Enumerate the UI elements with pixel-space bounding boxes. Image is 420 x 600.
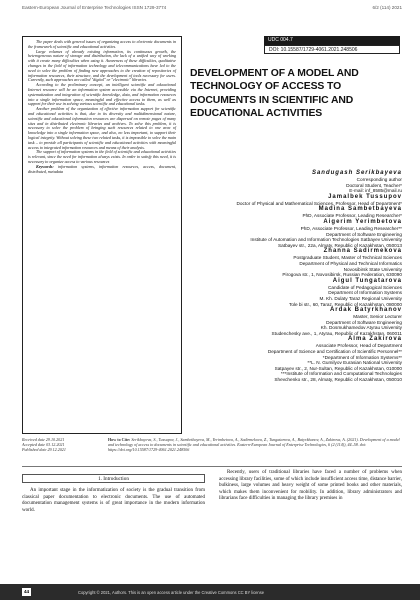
author-affiliation-line: PhD, Associate Professor, Leading Researcher*: [302, 213, 402, 219]
journal-header: [0, 0, 420, 14]
author-affiliation-line: Candidate of Pedagogical Sciences: [327, 284, 402, 290]
author-affiliation-line: Department of Information Systems: [328, 290, 402, 296]
paper-title: DEVELOPMENT OF A MODEL AND TECHNOLOGY OF ACCESS TO DOCUMENTS IN SCIENTIFIC AND EDUCATIONAL ACTIVITIES: [190, 68, 359, 120]
author-affiliation-line[interactable]: E-mail: inf_8585@mail.ru: [349, 188, 402, 194]
citation: [108, 437, 402, 452]
abstract-paragraph: Another problem of the organization of effective information support for scientific and educational activities is that, due to its diversity and multidimensional nature, scientific and educational information resources are dispersed on remote pages of many sites and in distributed electronic libraries and archives. To solve this problem, it is necessary to solve the problem of bringing such resources related to one area of knowledge into a single information space, and also, no less important, to support their logical integrity. Without solving these two related tasks, it is impossible to solve the main task – to provide all participants of scientific and educational activities with meaningful access to integrated information resources and means of their analysis.: [28, 106, 176, 150]
citation-text[interactable]: Serikbayeva, S., Tussupov, J., Sambetbayeva, M., Yerimbetova, A., Sadirmekova, Z., Tungatarova, A., Batyrkhanov, A., Zakirova, A. (2021). Development of a model and technology of access to documents in scientific and educational activities. Eastern-European Journal of Enterprise Technologies, 6 (2 (114)), 44–58. doi: https://doi.org/10.15587/1729-4061.2021.248506: [108, 437, 400, 452]
keywords-label: Keywords:: [36, 163, 54, 169]
author-name: Sandugash Serikbayeva: [311, 170, 402, 176]
author-affiliation-line: Kh. Dosmukhamedov Atyrau University: [320, 325, 402, 331]
abstract-paragraph: The support of information systems in the field of scientific and educational activities is relevant, since the need for information always exists. In order to satisfy this need, it is necessary to organize access to various resources: [28, 149, 176, 164]
author-affiliation-line: Department of Physical and Technical Informatics: [299, 260, 402, 266]
accepted-date: Accepted date 03.12.2021: [22, 442, 65, 447]
page-number: 44: [23, 589, 30, 594]
author-affiliation-line: Postgraduate Student, Master of Technical Sciences: [293, 255, 402, 261]
author-name: Aigul Tungatarova: [332, 277, 402, 284]
author-affiliation-line: Satbayev str., 22a, Almaty, Republic of Kazakhstan, 050013: [278, 242, 402, 248]
page-footer: [0, 584, 420, 600]
author-affiliation-line: Corresponding author: [356, 177, 402, 182]
author-affiliation-line: Shevchenko str., 28, Almaty, Republic of Kazakhstan, 050010: [274, 377, 402, 383]
keywords-text: information systems, information resources, access, document, distributed, metadata: [28, 163, 176, 174]
license-text[interactable]: Copyright © 2021, Authors. This is an open access article under the Creative Commons CC BY license: [78, 589, 265, 595]
author-list: [190, 170, 402, 383]
author-affiliation-line: Department of Software Engineering: [326, 231, 402, 237]
author-affiliation-line: Department of Software Engineering: [326, 319, 402, 325]
author-name: Alma Zakirova: [347, 336, 402, 343]
author-name: Ardak Batyrkhanov: [329, 307, 402, 314]
abstract-box: [22, 36, 182, 434]
author-affiliation-line: *Department of Information Systems**: [322, 354, 402, 360]
abstract-paragraph: Large volumes of already existing information, its continuous growth, the heterogeneous nature of storage and distribution, the lack of a unified way of working with it create many difficulties when using it. Awareness of these difficulties, qualitative changes in the field of information technology and telecommunications have led to the need to solve the problem of finding new approaches to the creation of repositories of information resources, their structure, and the development of tools necessary for users. Currently, such approaches are called "digital" or "electronic" libraries.: [28, 48, 176, 83]
keywords: [28, 165, 176, 175]
author-affiliation-line: Studenchesky ave., 1, Atyrau, Republic of Kazakhstan, 060011: [271, 330, 402, 336]
abstract-paragraph: According to the preliminary concept, an intelligent scientific and educational Internet resource will be an information system accessible via the Internet, providing systematization and integration of scientific knowledge, data, and information resources into a single information space, meaningful and effective access to them, as well as support for their use in solving various scientific and educational tasks.: [28, 82, 176, 107]
intro-column-right: Recently, users of traditional libraries have faced a number of problems when accessing library facilities, some of which include insufficient access time, distance barrier, bulkiness, large volumes and heavy weight of some printed books and other materials, which makes them inconvenient for mobility. In addition, library administrators and librarians face difficulties in managing the library premises in: [219, 470, 402, 501]
author-affiliation-line: Department of Science and Certification of Scientific Personnel**: [267, 349, 402, 355]
journal-issue: 6/2 (114) 2021: [372, 5, 402, 10]
author-affiliation-line: Tole bi str., 60, Taraz, Republic of Kazakhstan, 080000: [288, 301, 402, 307]
author-name: Zhanna Sadirmekova: [323, 248, 402, 255]
received-date: Received date 29.10.2021: [22, 437, 65, 442]
author-name: Aigerim Yerimbetova: [323, 218, 402, 225]
doi-link[interactable]: DOI: 10.15587/1729-4061.2021.248506: [264, 45, 400, 54]
author-name: Madina Sambetbayeva: [318, 206, 402, 213]
intro-column-left: An important stage in the informatization of society is the gradual transition from classical paper documentation to electronic documents. The use of automated documentation management systems is of great importance in the modern information world.: [22, 488, 205, 513]
abstract-paragraph: The paper deals with general issues of organizing access to electronic documents in the framework of scientific and educational activities.: [28, 39, 176, 49]
author-affiliation-line: Doctor of Physical and Mathematical Sciences, Professor, Head of Department*: [236, 200, 402, 206]
author-affiliation-line: M. Kh. Dulaty Taraz Regional University: [319, 295, 402, 301]
divider: [22, 466, 402, 467]
author-affiliation-line: Pirogova str., 1, Novosibirsk, Russian Federation, 630090: [282, 272, 402, 278]
author-name: Jamalbek Tussupov: [328, 193, 402, 200]
author-affiliation-line: Master, Senior Lecturer: [353, 314, 402, 320]
author-affiliation-line: Novosibirsk State University: [343, 266, 402, 272]
udc-label: UDC 004.7: [264, 36, 400, 45]
author-affiliation-line: Institute of Automation and Information Technologies Satbayev University: [250, 237, 402, 243]
article-dates: [22, 437, 102, 452]
author-affiliation-line: Doctoral Student, Teacher*: [346, 182, 402, 188]
journal-name: Eastern-European Journal of Enterprise Technologies ISSN 1729-3774: [22, 5, 167, 10]
author-affiliation-line: Satpayev str., 2, Nur-Sultan, Republic of Kazakhstan, 010000: [274, 365, 402, 371]
author-affiliation-line: ***Institute of Information and Computational Technologies: [280, 371, 402, 377]
section-heading: 1. Introduction: [22, 474, 205, 483]
published-date: Published date 29.12.2021: [22, 447, 66, 452]
author-affiliation-line: Associate Professor, Head of Department: [315, 343, 402, 349]
citation-label: How to Cite:: [108, 437, 131, 442]
author-affiliation-line: **L. N. Gumilyov Eurasian National University: [307, 360, 402, 366]
author-affiliation-line: PhD, Associate Professor, Leading Researcher**: [300, 225, 402, 231]
